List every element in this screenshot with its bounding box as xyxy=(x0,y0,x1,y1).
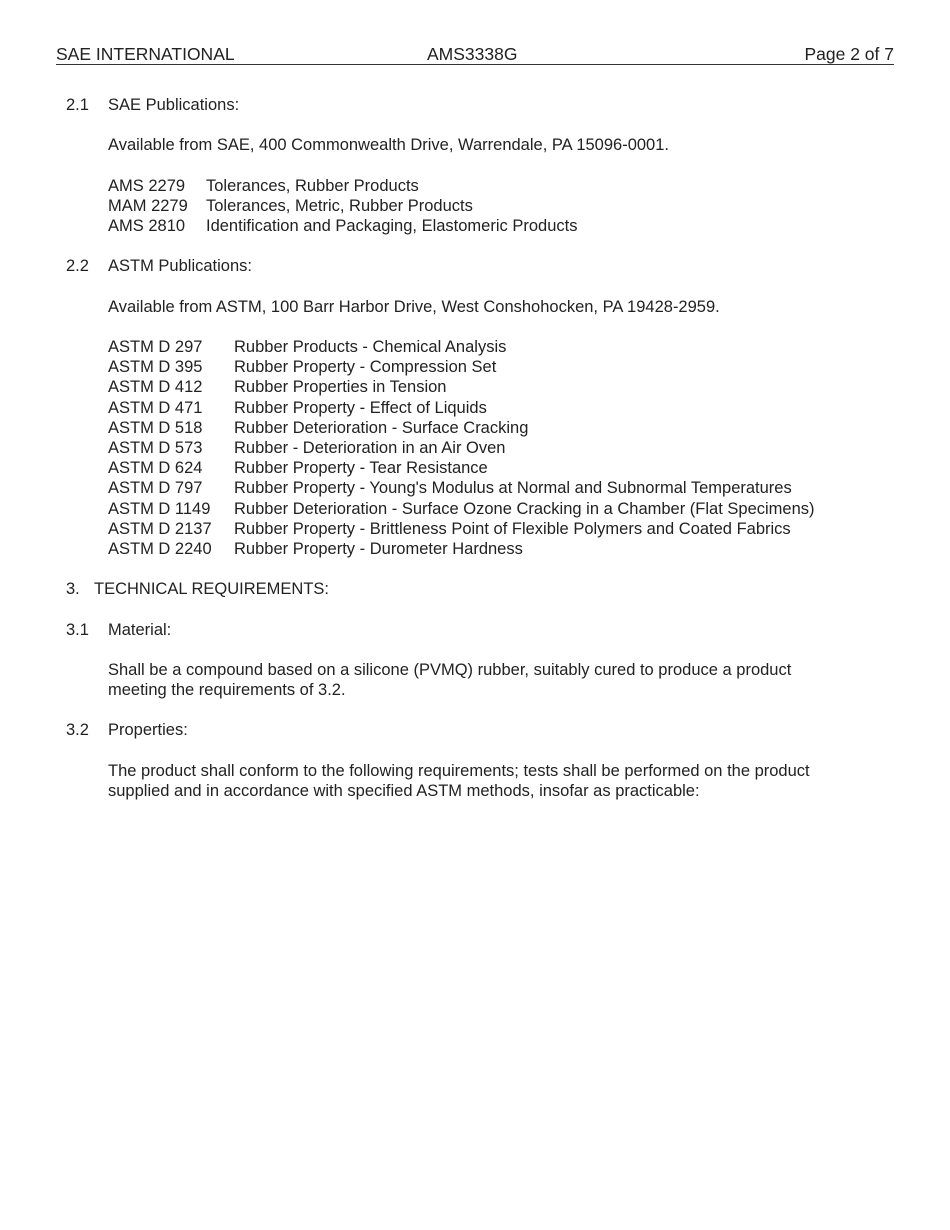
ref-title: Tolerances, Rubber Products xyxy=(206,177,419,195)
ref-code: ASTM D 395 xyxy=(108,358,203,376)
ref-title: Rubber Deterioration - Surface Ozone Cracking in a Chamber (Flat Specimens) xyxy=(234,500,815,518)
ref-title: Rubber Property - Tear Resistance xyxy=(234,459,488,477)
ref-code: AMS 2810 xyxy=(108,217,186,235)
ref-title: Tolerances, Metric, Rubber Products xyxy=(206,197,473,215)
ref-code: ASTM D 624 xyxy=(108,459,203,477)
section-number: 3.2 xyxy=(66,721,89,739)
section-title: Material: xyxy=(108,621,172,639)
page-header xyxy=(56,44,894,65)
ref-title: Rubber Deterioration - Surface Cracking xyxy=(234,419,529,437)
paragraph-line: The product shall conform to the following requirements; tests shall be performed on the product xyxy=(108,762,810,780)
availability-text: Available from SAE, 400 Commonwealth Drive, Warrendale, PA 15096-0001. xyxy=(108,136,669,154)
ref-code: ASTM D 2240 xyxy=(108,540,212,558)
paragraph-line: meeting the requirements of 3.2. xyxy=(108,681,346,699)
section-title: Properties: xyxy=(108,721,188,739)
ref-code: ASTM D 412 xyxy=(108,378,203,396)
ref-title: Rubber Property - Young's Modulus at Normal and Subnormal Temperatures xyxy=(234,479,792,497)
ref-code: AMS 2279 xyxy=(108,177,186,195)
ref-title: Rubber Property - Effect of Liquids xyxy=(234,399,487,417)
ref-title: Rubber Property - Brittleness Point of Flexible Polymers and Coated Fabrics xyxy=(234,520,791,538)
section-title: TECHNICAL REQUIREMENTS: xyxy=(94,580,329,598)
ref-code: ASTM D 471 xyxy=(108,399,203,417)
header-doc-number: AMS3338G xyxy=(427,44,518,64)
paragraph-line: Shall be a compound based on a silicone (PVMQ) rubber, suitably cured to produce a product xyxy=(108,661,792,679)
section-title: ASTM Publications: xyxy=(108,257,252,275)
header-page-number: Page 2 of 7 xyxy=(804,44,894,64)
availability-text: Available from ASTM, 100 Barr Harbor Drive, West Conshohocken, PA 19428-2959. xyxy=(108,298,720,316)
ref-title: Rubber Products - Chemical Analysis xyxy=(234,338,507,356)
section-number: 3. xyxy=(66,580,80,598)
ref-code: MAM 2279 xyxy=(108,197,188,215)
ref-code: ASTM D 518 xyxy=(108,419,203,437)
ref-code: ASTM D 297 xyxy=(108,338,203,356)
section-number: 2.1 xyxy=(66,96,89,114)
ref-title: Rubber - Deterioration in an Air Oven xyxy=(234,439,506,457)
ref-title: Identification and Packaging, Elastomeric Products xyxy=(206,217,578,235)
ref-code: ASTM D 797 xyxy=(108,479,203,497)
ref-title: Rubber Property - Compression Set xyxy=(234,358,497,376)
ref-code: ASTM D 1149 xyxy=(108,500,211,518)
section-title: SAE Publications: xyxy=(108,96,240,114)
header-org: SAE INTERNATIONAL xyxy=(56,44,235,64)
paragraph-line: supplied and in accordance with specified ASTM methods, insofar as practicable: xyxy=(108,782,700,800)
ref-code: ASTM D 2137 xyxy=(108,520,212,538)
section-number: 2.2 xyxy=(66,257,89,275)
ref-title: Rubber Property - Durometer Hardness xyxy=(234,540,523,558)
ref-code: ASTM D 573 xyxy=(108,439,203,457)
ref-title: Rubber Properties in Tension xyxy=(234,378,447,396)
section-number: 3.1 xyxy=(66,621,89,639)
